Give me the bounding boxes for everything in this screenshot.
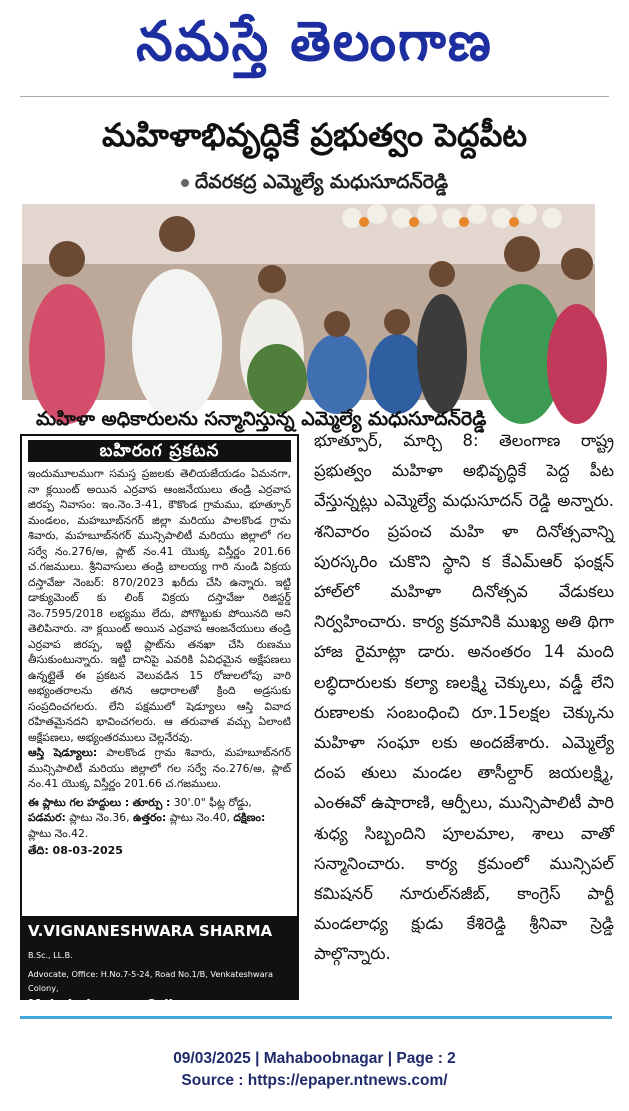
west-label: పడమర: [28,811,66,824]
advocate-signature-block [22,916,297,1035]
news-photo [22,204,595,400]
news-photo-illustration [22,204,595,400]
article-text: భూత్పూర్, మార్చి 8: తెలంగాణ రాష్ట్ర ప్రభుత్వం మహిళా అభివృద్ధికే పెద్ద పీట వేస్తున్నట్లు ఎమ్మెల్యే మధుసూదన్ రెడ్డి అన్నారు. శనివారం ప్రపంచ మహి ళా దినోత్సవాన్ని పురస్కరిం చుకొని స్థాని క కేఎమ్ఆర్ ఫంక్షన్ హాల్‌లో మహిళా దినోత్సవ వేడుకలు నిర్వహించారు. కార్య క్రమానికి ముఖ్య అతి థిగా హాజ రైమాట్లా డారు. అనంతరం 14 మంది లబ్ధిదారులకు కల్యా ణలక్ష్మి చెక్కులు, వడ్డీ లేని రుణాలకు సంబంధించి రూ.15లక్షల చెక్కును మహిళా సంఘా లకు అందజేశారు. ఎమ్మెల్యే దంప తులు మండల తాసీల్దార్ జయలక్ష్మి, ఎంఈవో ఉషారాణి, ఆర్పీలు, మున్సిపాలిటీ పారి శుధ్య సిబ్బందిని పూలమాల, శాలు వాతో సన్మానించారు. కార్య క్రమంలో మున్సిపల్ కమిషనర్ నూరుల్‌నజీబ్, కాంగ్రెస్ పార్టీ మండలాధ్య క్షుడు కేశిరెడ్డి శ్రీనివా స్రెడ్డి పాల్గొన్నారు. [314,431,614,964]
masthead-divider [20,96,609,97]
bottom-divider [20,1016,612,1027]
advocate-degree: B.Sc., LL.B. [28,951,73,960]
west-text: ప్లాటు నెం.36, [69,811,130,824]
newspaper-logo: నమస్తే తెలంగాణ [136,10,493,74]
notice-schedule [28,745,291,792]
page-footer [0,1048,629,1092]
article-headline: మహిళాభివృద్ధికే ప్రభుత్వం పెద్దపీట [101,116,528,154]
notice-date: తేది: 08-03-2025 [28,844,123,857]
masthead [0,0,629,90]
article-byline [0,168,629,196]
footer-date-edition: 09/03/2025 | Mahaboobnagar | Page : 2 [173,1050,456,1067]
notice-body [22,466,297,792]
notice-text: ఇందుమూలముగా సమస్త ప్రజలకు తెలియజేయడం ఏమనగా, నా క్లయింట్ అయిన ఎర్రవాప ఆంజనేయులు తండ్రి ఎర్రవాప జిరప్ప నివాసం: ఇం.నెం.3-41, కౌకొండ గ్రామము, భూత్పూర్ మండలం, మహబూబ్‌నగర్ జిల్లా మరియు పాలకొండ గ్రామ శివారు, మహబూబ్‌నగర్ మున్సిపాలిటీ మరియు జిల్లాలో గల సర్వే నం.276/అ, ప్లాట్ నం.41 యొక్క విస్తీర్ణం 201.66 చ.గజములు. శ్రీనివాసులు తండ్రి బాలయ్య గారి నుండి విక్రయ దస్తావేజు నెంబర్: 870/2023 ఖరీదు చేసి ఉన్నారు. ఇట్టి డాక్యుమెంట్ కు లింక్ విక్రయ దస్తావేజు రిజిస్టర్డ్ నెం.7595/2018 లభ్యము లేదు, పోగొట్టుకు పోయినది అని తెలిపినారు. నా క్లయింట్ అయిన ఎర్రవాప ఆంజనేయులు తండ్రి ఎర్రవాప జిరప్ప, ఇట్టి ప్లాట్‌ను తనఖా చేసి రుణము తీసుకుంటున్నారు. ఇట్టి దానిపై ఎవరికి ఏవిధమైన అక్షేపణలు ఉన్నట్లైతే ఈ ప్రకటన వెలువడిన 15 రోజులలోపు వారి అభ్యంతరాలను తగిన ఆధారాలతో క్రింది అడ్రసుకు సంప్రదించగలరు. లేని పక్షములో షెడ్యూలు ఆస్తి వివాద రహితమైనదని భావించగలరు. ఆ తరువాత వచ్చు ఏలాంటి అక్షేపణలు, అభ్యంతరములు చెల్లనేరవు. [28,467,291,744]
bounds-row-west-north [28,810,291,826]
advocate-name-line [28,920,291,967]
advocate-name: V.VIGNANESHWARA SHARMA [28,922,273,940]
east-label: తూర్పు : [132,795,171,809]
north-label: ఉత్తరం: [132,811,167,824]
byline-text: దేవరకద్ర ఎమ్మెల్యే మధుసూదన్‌రెడ్డి [194,171,449,193]
north-text: ప్లాటు నెం.40, [169,811,230,824]
bounds-row-east [28,795,291,811]
photo-caption: మహిళా అధికారులను సన్మానిస్తున్న ఎమ్మెల్యే మధుసూదన్‌రెడ్డి [36,408,487,430]
south-text: ప్లాటు నెం.42. [28,826,89,840]
notice-boundaries [22,795,297,842]
advocate-address: Advocate, Office: H.No.7-5-24, Road No.1/B, Venkateshwara Colony, [28,969,274,993]
article-body [314,426,614,996]
south-label: దక్షిణం: [233,811,266,824]
bullet-icon [181,179,189,187]
notice-heading: బహిరంగ ప్రకటన [28,440,291,462]
public-notice-box [20,434,299,1035]
schedule-label: ఆస్తి షెడ్యూలు: [28,746,98,759]
schedule-text: పాలకొండ గ్రామ శివారు, మహబూబ్‌నగర్ మున్సిపాలిటీ మరియు జిల్లాలో గల సర్వే నం.276/అ, ప్లాట్ నం.41 యొక్క విస్తీర్ణం 201.66 చ.గజములు. [28,746,292,790]
advocate-contact: Mahabubnagar. Cell No.9440295065 [28,998,173,1035]
bounds-label: ఈ ప్లాటు గల హద్దులు : [28,795,130,809]
footer-source: Source : https://epaper.ntnews.com/ [181,1072,448,1089]
bounds-row-south [28,826,291,842]
east-text: 30'.0" ఫీట్ల రోడ్డు, [173,795,252,809]
